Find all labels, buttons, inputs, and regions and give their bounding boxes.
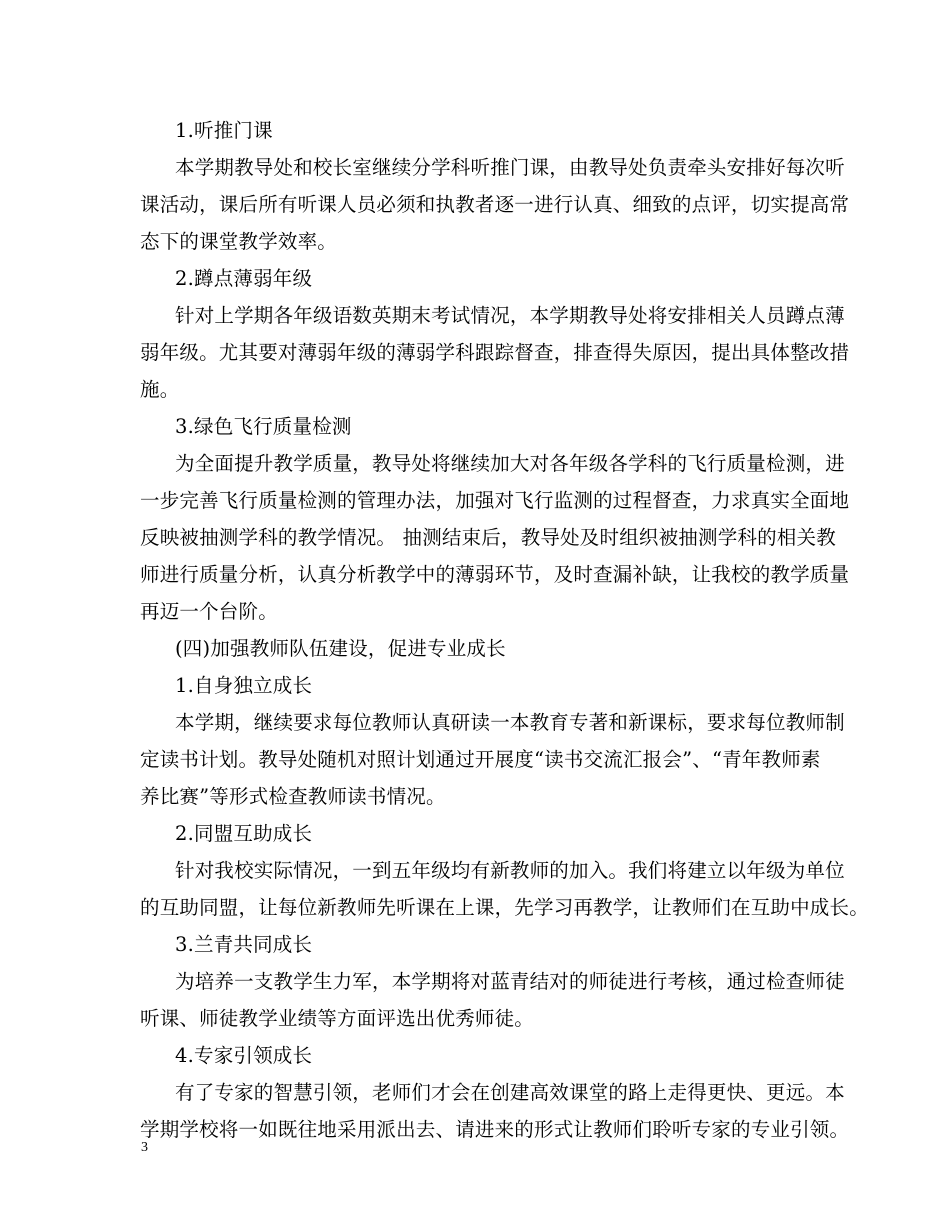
text-line: 师进行质量分析，认真分析教学中的薄弱环节，及时查漏补缺，让我校的教学质量 bbox=[140, 563, 850, 586]
text-line: 学期学校将一如既往地采用派出去、请进来的形式让教师们聆听专家的专业引领。 bbox=[140, 1118, 850, 1141]
text-line: 针对上学期各年级语数英期末考试情况，本学期教导处将安排相关人员蹲点薄 bbox=[175, 304, 845, 327]
text-line: 2.同盟互助成长 bbox=[175, 822, 313, 845]
text-line: 养比赛”等形式检查教师读书情况。 bbox=[140, 785, 446, 808]
text-line: 为培养一支教学生力军，本学期将对蓝青结对的师徒进行考核，通过检查师徒 bbox=[175, 970, 845, 993]
text-line: 有了专家的智慧引领，老师们才会在创建高效课堂的路上走得更快、更远。本 bbox=[175, 1081, 845, 1104]
text-line: 定读书计划。教导处随机对照计划通过开展度“读书交流汇报会”、“青年教师素 bbox=[140, 748, 821, 771]
text-line: 1.听推门课 bbox=[175, 119, 273, 142]
text-line: 的互助同盟，让每位新教师先听课在上课，先学习再教学，让教师们在互助中成长。 bbox=[140, 896, 869, 919]
text-line: 一步完善飞行质量检测的管理办法，加强对飞行监测的过程督查，力求真实全面地 bbox=[140, 489, 850, 512]
text-line: 针对我校实际情况，一到五年级均有新教师的加入。我们将建立以年级为单位 bbox=[175, 859, 845, 882]
text-line: 本学期教导处和校长室继续分学科听推门课，由教导处负责牵头安排好每次听 bbox=[175, 156, 845, 179]
text-line: 本学期，继续要求每位教师认真研读一本教育专著和新课标，要求每位教师制 bbox=[175, 711, 845, 734]
text-line: 课活动，课后所有听课人员必须和执教者逐一进行认真、细致的点评，切实提高常 bbox=[140, 193, 850, 216]
text-line: 听课、师徒教学业绩等方面评选出优秀师徒。 bbox=[140, 1007, 535, 1030]
page-number: 3 bbox=[141, 1140, 148, 1155]
text-line: 4.专家引领成长 bbox=[175, 1044, 313, 1067]
text-line: 1.自身独立成长 bbox=[175, 674, 313, 697]
text-line: 3.兰青共同成长 bbox=[175, 933, 313, 956]
text-line: 弱年级。尤其要对薄弱年级的薄弱学科跟踪督查，排查得失原因，提出具体整改措 bbox=[140, 341, 850, 364]
text-line: 2.蹲点薄弱年级 bbox=[175, 267, 313, 290]
text-line: 态下的课堂教学效率。 bbox=[140, 230, 338, 253]
text-line: (四)加强教师队伍建设，促进专业成长 bbox=[175, 637, 506, 660]
text-line: 再迈一个台阶。 bbox=[140, 600, 278, 623]
text-line: 反映被抽测学科的教学情况。 抽测结束后，教导处及时组织被抽测学科的相关教 bbox=[140, 526, 836, 549]
document-body bbox=[140, 112, 869, 1148]
text-line: 3.绿色飞行质量检测 bbox=[175, 415, 352, 438]
text-line: 施。 bbox=[140, 378, 180, 401]
text-line: 为全面提升教学质量，教导处将继续加大对各年级各学科的飞行质量检测，进 bbox=[175, 452, 845, 475]
